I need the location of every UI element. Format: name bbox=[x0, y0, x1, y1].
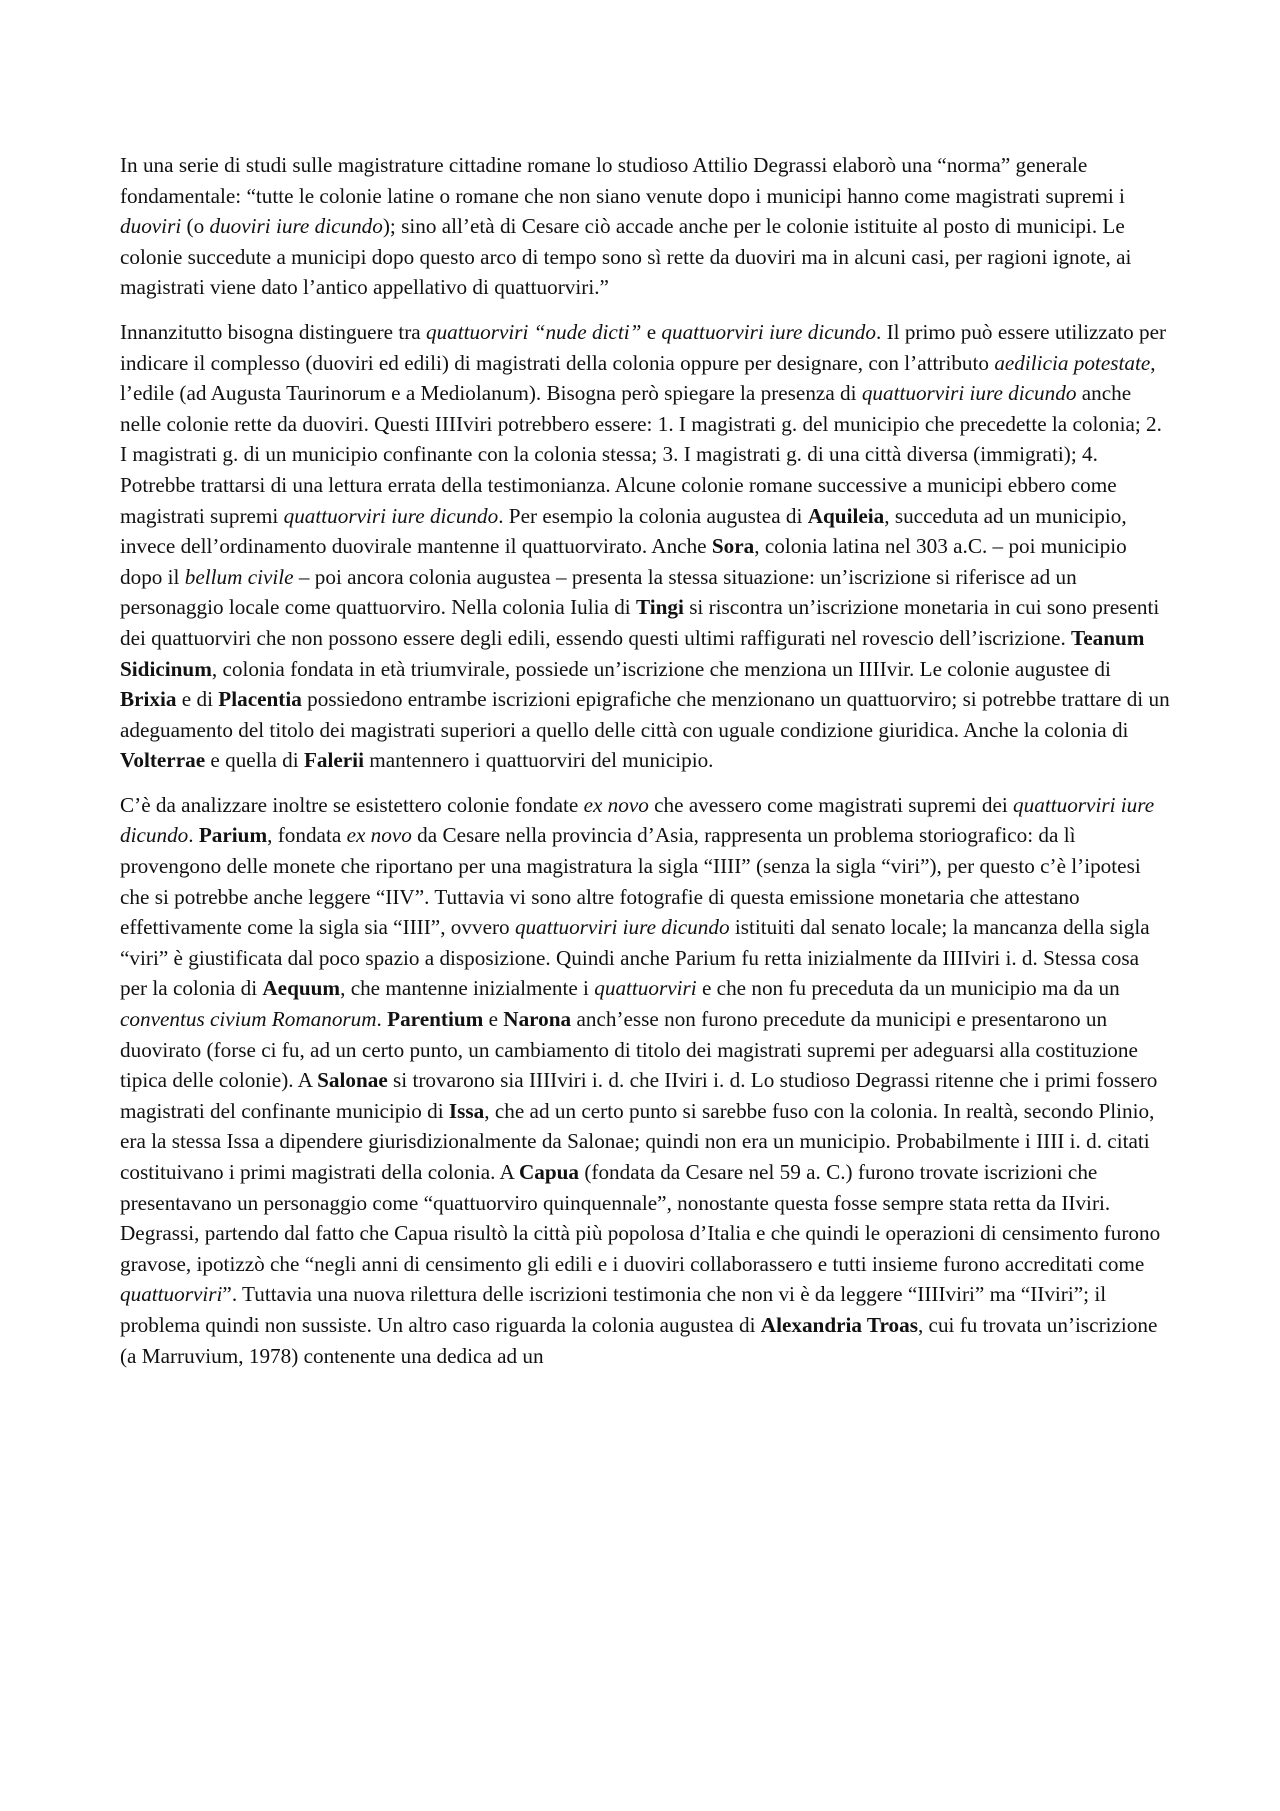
text-run: e bbox=[483, 1007, 504, 1032]
text-run: si trovarono sia IIIIviri i. d. che IIviri i. d. Lo studioso Degrassi ritenne che i primi fossero magistrati del confinante municipio di bbox=[120, 1068, 1158, 1123]
italic-text: bellum civile bbox=[184, 564, 294, 589]
italic-text: quattuorviri “nude dicti” bbox=[425, 319, 642, 344]
text-run: In una serie di studi sulle magistrature cittadine romane lo studioso Attilio Degrassi elaborò una “norma” generale fondamentale: “tutte le colonie latine o romane che non siano venute dopo i municipi hanno come magistrati supremi i bbox=[120, 153, 1125, 208]
italic-text: quattuorviri bbox=[120, 1282, 223, 1307]
body-paragraph bbox=[120, 317, 1170, 776]
italic-text: quattuorviri iure dicundo bbox=[283, 503, 499, 528]
italic-text: quattuorviri iure dicundo bbox=[661, 319, 876, 344]
text-run: Innanzitutto bisogna distinguere tra bbox=[120, 319, 426, 344]
text-run: si riscontra un’iscrizione monetaria in cui sono presenti dei quattuorviri che non possono essere degli edili, essendo questi ultimi raffigurati nel rovescio dell’iscrizione. bbox=[120, 595, 1160, 650]
text-run: ”. Tuttavia una nuova rilettura delle iscrizioni testimonia che non vi è da leggere “IIIIviri” ma “IIviri”; il problema quindi non sussiste. Un altro caso riguarda la colonia augustea di bbox=[120, 1282, 1107, 1337]
text-run: , che ad un certo punto si sarebbe fuso con la colonia. In realtà, secondo Plinio, era la stessa Issa a dipendere giurisdizionalmente da Salonae; quindi non era un municipio. Probabilmente i IIII i. d. citati costituivano i primi magistrati della colonia. A bbox=[120, 1098, 1155, 1184]
text-run: mantennero i quattuorviri del municipio. bbox=[363, 748, 714, 773]
bold-place-name: Narona bbox=[503, 1007, 572, 1032]
italic-text: quattuorviri iure dicundo bbox=[514, 915, 730, 940]
bold-place-name: Capua bbox=[518, 1160, 580, 1184]
bold-place-name: Alexandria Troas bbox=[760, 1312, 918, 1337]
text-run: ); sino all’età di Cesare ciò accade anche per le colonie istituite al posto di municipi. Le colonie succedute a municipi dopo questo arco di tempo sono sì rette da duoviri ma in alcuni casi, per ragioni ignote, ai magistrati viene dato l’antico appellativo di quattuorviri.” bbox=[120, 214, 1132, 300]
text-run: anche nelle colonie rette da duoviri. Questi IIIIviri potrebbero essere: 1. I magistrati g. del municipio che precedette la colonia; 2. I magistrati g. di un municipio confinante con la colonia stessa; 3. I magistrati g. di una città diversa (immigrati); 4. Potrebbe trattarsi di una lettura errata della testimonianza. Alcune colonie romane successive a municipi ebbero come magistrati supremi bbox=[120, 381, 1162, 528]
bold-place-name: Sora bbox=[711, 534, 755, 559]
body-paragraph bbox=[120, 790, 1170, 1371]
text-run: possiedono entrambe iscrizioni epigrafiche che menzionano un quattuorviro; si potrebbe trattare di un adeguamento del titolo dei magistrati superiori a quello delle città con uguale condizione giuridica. Anche la colonia di bbox=[120, 687, 1170, 742]
bold-place-name: Falerii bbox=[303, 748, 364, 773]
text-run: (fondata da Cesare nel 59 a. C.) furono trovate iscrizioni che presentavano un personaggio come “quattuorviro quinquennale”, nonostante questa fosse sempre stata retta da IIviri. Degrassi, partendo dal fatto che Capua risultò la città più popolosa d’Italia e che quindi le operazioni di censimento furono gravose, ipotizzò che “negli anni di censimento gli edili e i duoviri collaborassero e tutti insieme furono accreditati come bbox=[120, 1160, 1161, 1276]
bold-place-name: Tingi bbox=[635, 595, 684, 620]
text-run: (o bbox=[181, 214, 210, 239]
text-run: , colonia fondata in età triumvirale, possiede un’iscrizione che menziona un IIIIvir. Le colonie augustee di bbox=[211, 656, 1111, 681]
bold-place-name: Salonae bbox=[317, 1068, 388, 1093]
italic-text: aedilicia potestate bbox=[994, 350, 1151, 375]
text-run: , cui fu trovata un’iscrizione (a Marruvium, 1978) contenente una dedica ad un bbox=[120, 1312, 1158, 1368]
italic-text: quattuorviri bbox=[594, 976, 697, 1001]
document-body bbox=[120, 150, 1170, 1371]
italic-text: duoviri bbox=[120, 214, 182, 239]
text-run: , l’edile (ad Augusta Taurinorum e a Mediolanum). Bisogna però spiegare la presenza di bbox=[120, 350, 1156, 406]
text-run: . Il primo può essere utilizzato per indicare il complesso (duoviri ed edili) di magistrati della colonia oppure per designare, con l’attributo bbox=[120, 319, 1167, 375]
italic-text: ex novo bbox=[583, 792, 649, 817]
bold-place-name: Parentium bbox=[387, 1007, 484, 1032]
italic-text: duoviri iure dicundo bbox=[209, 214, 383, 239]
text-run: istituiti dal senato locale; la mancanza della sigla “viri” è giustificata dal poco spazio a disposizione. Quindi anche Parium fu retta inizialmente da IIIIviri i. d. Stessa cosa per la colonia di bbox=[120, 915, 1150, 1001]
bold-place-name: Brixia bbox=[120, 687, 177, 712]
italic-text: quattuorviri iure dicundo bbox=[120, 792, 1155, 848]
italic-text: quattuorviri iure dicundo bbox=[861, 381, 1077, 406]
text-run: . Per esempio la colonia augustea di bbox=[498, 503, 808, 528]
text-run: e bbox=[641, 319, 662, 344]
text-run: e di bbox=[176, 687, 219, 712]
text-run: . bbox=[376, 1007, 388, 1032]
text-run: , succeduta ad un municipio, invece dell’ordinamento duovirale mantenne il quattuorvirato. Anche bbox=[120, 503, 1127, 559]
text-run: e quella di bbox=[205, 748, 304, 773]
text-run: C’è da analizzare inoltre se esistettero colonie fondate bbox=[120, 792, 584, 817]
italic-text: conventus civium Romanorum bbox=[120, 1007, 377, 1032]
text-run: da Cesare nella provincia d’Asia, rappresenta un problema storiografico: da lì provengono delle monete che riportano per una magistratura la sigla “IIII” (senza la sigla “viri”), per questo c’è l’ipotesi che si potrebbe anche leggere “IIV”. Tuttavia vi sono altre fotografie di questa emissione monetaria che attestano effettivamente come la sigla sia “IIII”, ovvero bbox=[120, 823, 1141, 940]
bold-place-name: Placentia bbox=[218, 687, 302, 712]
text-run: , colonia latina nel 303 a.C. – poi municipio dopo il bbox=[120, 534, 1127, 589]
text-run: anch’esse non furono precedute da municipi e presentarono un duovirato (forse ci fu, ad un certo punto, un cambiamento di titolo dei magistrati supremi per adeguarsi alla costituzione tipica delle colonie). A bbox=[120, 1007, 1138, 1093]
italic-text: ex novo bbox=[346, 823, 412, 848]
body-paragraph bbox=[120, 150, 1170, 303]
bold-place-name: Aequum bbox=[262, 976, 341, 1001]
text-run: , che mantenne inizialmente i bbox=[340, 976, 595, 1001]
text-run: che avessero come magistrati supremi dei bbox=[648, 792, 1014, 817]
bold-place-name: Issa bbox=[448, 1098, 485, 1123]
bold-place-name: Teanum Sidicinum bbox=[120, 625, 1145, 681]
bold-place-name: Volterrae bbox=[120, 748, 206, 773]
bold-place-name: Aquileia bbox=[807, 503, 885, 528]
bold-place-name: Parium bbox=[198, 823, 268, 848]
text-run: – poi ancora colonia augustea – presenta la stessa situazione: un’iscrizione si riferisce ad un personaggio locale come quattuorviro. Nella colonia Iulia di bbox=[120, 564, 1077, 620]
text-run: . bbox=[188, 823, 199, 848]
text-run: e che non fu preceduta da un municipio ma da un bbox=[696, 976, 1120, 1001]
text-run: , fondata bbox=[267, 823, 347, 848]
